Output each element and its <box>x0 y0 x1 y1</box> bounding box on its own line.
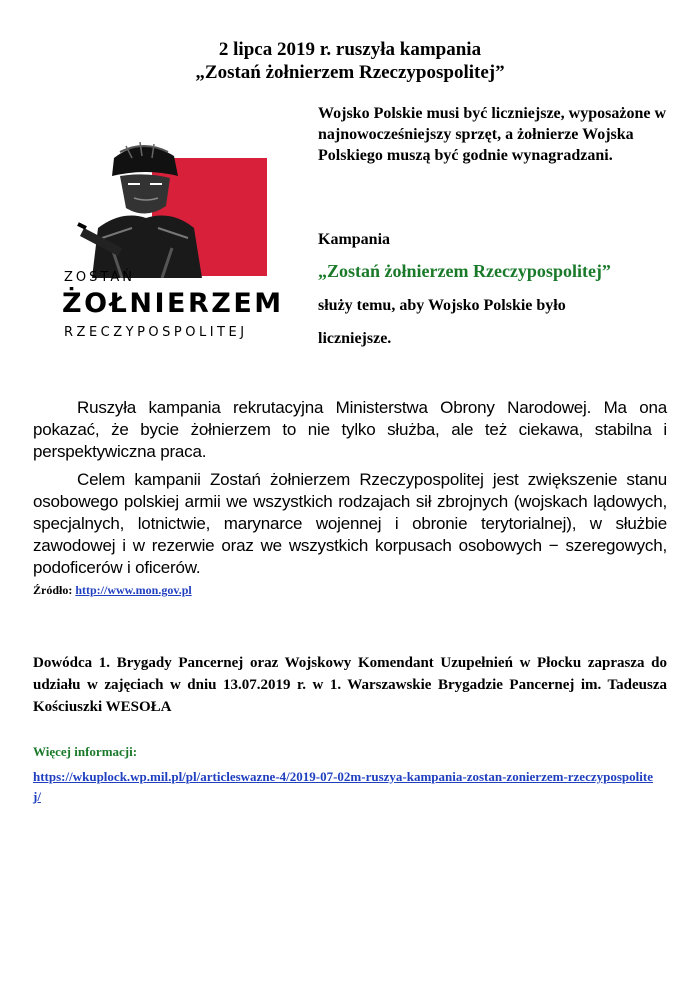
source-link[interactable]: http://www.mon.gov.pl <box>75 583 192 597</box>
body-paragraph-1: Ruszyła kampania rekrutacyjna Ministerstwa Obrony Narodowej. Ma ona pokazać, że bycie żołnierzem to nie tylko służba, ale też ciekawa, stabilna i perspektywiczna praca. <box>33 398 667 461</box>
logo-text-line-3: RZECZYPOSPOLITEJ <box>64 325 248 340</box>
source-line <box>33 583 192 598</box>
page-title <box>0 38 700 84</box>
soldier-illustration-icon <box>62 128 222 278</box>
logo-text-line-1: ZOSTAŃ <box>64 270 135 285</box>
intro-statement: Wojsko Polskie musi być liczniejsze, wyposażone w najnowocześniejszy sprzęt, a żołnierze Wojska Polskiego muszą być godnie wynagradzani. <box>318 105 666 164</box>
more-info-link[interactable]: https://wkuplock.wp.mil.pl/pl/articleswazne-4/2019-07-02m-ruszya-kampania-zostan-zonierzem-rzeczypospolitej/ <box>33 769 653 804</box>
title-line-2: „Zostań żołnierzem Rzeczypospolitej” <box>195 62 505 83</box>
body-paragraph-2: Celem kampanii Zostań żołnierzem Rzeczypospolitej jest zwiększenie stanu osobowego polskiej armii we wszystkich rodzajach sił zbrojnych (wojskach lądowych, specjalnych, lotnictwie, marynarce wojennej i obronie terytorialnej), w służbie zawodowej i w rezerwie oraz we wszystkich korpusach osobowych − szeregowych, podoficerów i oficerów. <box>33 470 667 577</box>
campaign-purpose-line-2: liczniejsze. <box>318 330 392 347</box>
campaign-logo <box>62 128 282 358</box>
campaign-name: „Zostań żołnierzem Rzeczypospolitej” <box>318 261 611 281</box>
campaign-purpose-line-1: służy temu, aby Wojsko Polskie było <box>318 297 566 314</box>
article-body <box>33 397 667 579</box>
invitation-text: Dowódca 1. Brygady Pancernej oraz Wojskowy Komendant Uzupełnień w Płocku zaprasza do udziału w zajęciach w dniu 13.07.2019 r. w 1. Warszawskie Brygadzie Pancernej im. Tadeusza Kościuszki WESOŁA <box>33 655 667 715</box>
logo-text-line-2: ŻOŁNIERZEM <box>62 288 284 319</box>
title-line-1: 2 lipca 2019 r. ruszyła kampania <box>218 39 482 60</box>
campaign-label: Kampania <box>318 231 391 248</box>
more-info-label: Więcej informacji: <box>33 744 138 759</box>
source-label: Źródło: <box>33 583 73 597</box>
